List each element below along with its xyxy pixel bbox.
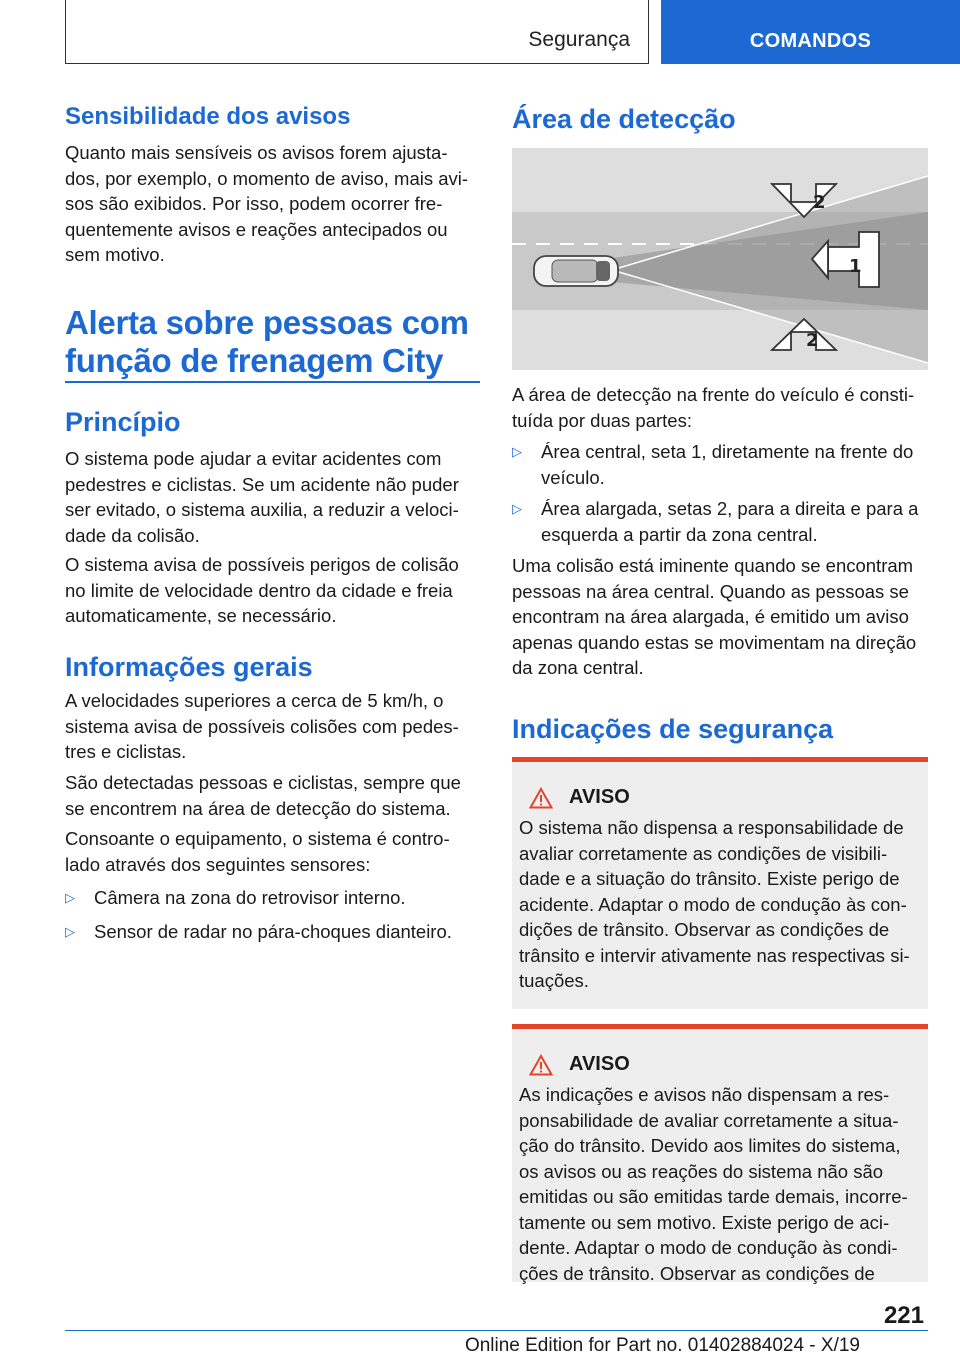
chapter-tab[interactable]: COMANDOS <box>661 0 960 64</box>
general-text-2: São detectadas pessoas e ciclistas, sempre que se encontrem na área de detecção do sistema. <box>65 772 461 819</box>
car-icon <box>534 256 618 286</box>
general-heading: Informações gerais <box>65 652 313 682</box>
warning-text-1: O sistema não dispensa a responsabilidade de avaliar corretamente as condições de visibili-dade e a situação do trânsito. Existe perigo de acidente. Adaptar o modo de condução às con-dições de trânsito. Observar as condições de trânsito e intervir ativamente nas respectivas si-tuações. <box>519 817 910 991</box>
main-title <box>65 304 480 380</box>
area-intro-text: A área de detecção na frente do veículo é consti-tuída por duas partes: <box>512 384 915 431</box>
warning-triangle-icon <box>529 1054 553 1076</box>
area-description-text: Uma colisão está iminente quando se encontram pessoas na área central. Quando as pessoas se encontram na área alargada, é emitido um aviso apenas quando estas se movimentam na direção da zona central. <box>512 555 917 678</box>
main-title-line-1: Alerta sobre pessoas com <box>65 304 469 341</box>
title-rule <box>65 381 480 383</box>
warning-title-1: AVISO <box>519 786 918 809</box>
detection-diagram <box>512 148 928 370</box>
general-text-3: Consoante o equipamento, o sistema é contro-lado através dos seguintes sensores: <box>65 828 450 875</box>
safety-heading: Indicações de segurança <box>512 714 834 744</box>
page-number: 221 <box>883 1302 924 1329</box>
bullet-triangle-icon: ▷ <box>512 444 522 459</box>
list-item: ▷ Área central, seta 1, diretamente na frente do veículo. <box>512 441 914 488</box>
principle-text-2: O sistema avisa de possíveis perigos de colisão no limite de velocidade dentro da cidade e freia automaticamente, se necessário. <box>65 554 459 626</box>
section-title: Segurança <box>528 28 630 51</box>
sensitivity-heading: Sensibilidade dos avisos <box>65 103 351 130</box>
list-item: ▷ Câmera na zona do retrovisor interno. <box>65 885 480 911</box>
warning-text-2: As indicações e avisos não dispensam a res-ponsabilidade de avaliar corretamente a situa-ção do trânsito. Devido aos limites do sistema, os avisos ou as reações do sistema não são emitidas ou são emitidas tarde demais, incorre-tamente ou sem motivo. Existe perigo de aci-dente. Adaptar o modo de condução às condi-ções de trânsito. Observar as condições de <box>519 1084 908 1284</box>
warning-box-1 <box>512 757 928 1009</box>
arrow-1-center-label: 1 <box>849 256 862 277</box>
bullet-triangle-icon: ▷ <box>65 924 75 939</box>
list-item: ▷ Sensor de radar no pára-choques dianteiro. <box>65 919 480 945</box>
list-item: ▷ Área alargada, setas 2, para a direita e para a esquerda a partir da zona central. <box>512 498 919 545</box>
principle-text-1: O sistema pode ajudar a evitar acidentes com pedestres e ciclistas. Se um acidente não puder ser evitado, o sistema auxilia, a reduzir a veloci-dade da colisão. <box>65 448 459 546</box>
main-title-line-2: função de frenagem City <box>65 342 444 379</box>
bullet-triangle-icon: ▷ <box>65 890 75 905</box>
sensitivity-text: Quanto mais sensíveis os avisos forem ajusta-dos, por exemplo, o momento de aviso, mais avi-sos são exibidos. Por isso, podem ocorrer fre-quentemente avisos e reações antecipados ou sem motivo. <box>65 142 469 265</box>
detection-area-figure <box>512 148 928 370</box>
warning-triangle-icon <box>529 787 553 809</box>
area-heading: Área de detecção <box>512 104 736 134</box>
bullet-triangle-icon: ▷ <box>512 501 522 516</box>
footer-rule <box>65 1330 928 1331</box>
arrow-2-top-label: 2 <box>813 192 826 213</box>
warning-box-2 <box>512 1024 928 1282</box>
principle-heading: Princípio <box>65 407 181 437</box>
general-text-1: A velocidades superiores a cerca de 5 km/h, o sistema avisa de possíveis colisões com pedes-tres e ciclistas. <box>65 690 459 762</box>
footer-edition: Online Edition for Part no. 01402884024 - X/19 <box>464 1335 860 1356</box>
warning-title-2: AVISO <box>519 1053 918 1076</box>
arrow-2-bottom-label: 2 <box>806 330 819 351</box>
